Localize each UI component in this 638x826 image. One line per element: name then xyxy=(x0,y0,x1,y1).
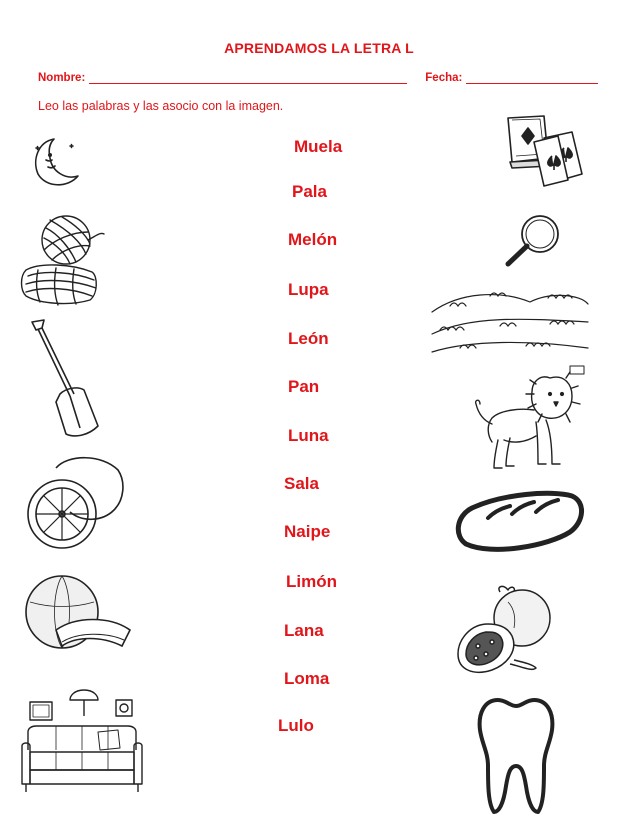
lulo-fruit-icon xyxy=(452,584,560,678)
word-lupa: Lupa xyxy=(288,280,329,299)
page-title: APRENDAMOS LA LETRA L xyxy=(224,40,414,56)
bread-icon xyxy=(452,486,586,556)
tooth-icon xyxy=(474,694,558,816)
hills-icon xyxy=(430,282,590,358)
word-pan: Pan xyxy=(288,377,320,396)
word-naipe: Naipe xyxy=(284,522,331,541)
word-leon: León xyxy=(288,329,329,348)
word-sala: Sala xyxy=(284,474,319,493)
word-muela: Muela xyxy=(294,137,343,156)
date-label: Fecha: xyxy=(425,72,463,84)
date-field[interactable] xyxy=(466,73,598,84)
name-label: Nombre: xyxy=(38,72,86,84)
word-loma: Loma xyxy=(284,669,330,688)
cards-icon xyxy=(500,114,584,190)
word-limon: Limón xyxy=(286,572,337,591)
yarn-icon xyxy=(20,210,106,306)
word-luna: Luna xyxy=(288,426,329,445)
word-melon: Melón xyxy=(288,230,338,249)
instruction-text: Leo las palabras y las asocio con la imagen. xyxy=(38,99,284,113)
melon-icon xyxy=(22,572,134,666)
name-field[interactable] xyxy=(89,73,407,84)
header-fields xyxy=(38,72,602,84)
lion-icon xyxy=(470,364,588,476)
lemon-icon xyxy=(22,452,128,552)
word-lana: Lana xyxy=(284,621,324,640)
word-pala: Pala xyxy=(292,182,327,201)
shovel-icon xyxy=(26,316,106,438)
magnifier-icon xyxy=(500,212,562,272)
word-lulo: Lulo xyxy=(278,716,314,735)
living-room-icon xyxy=(20,686,144,812)
moon-icon xyxy=(28,136,82,190)
